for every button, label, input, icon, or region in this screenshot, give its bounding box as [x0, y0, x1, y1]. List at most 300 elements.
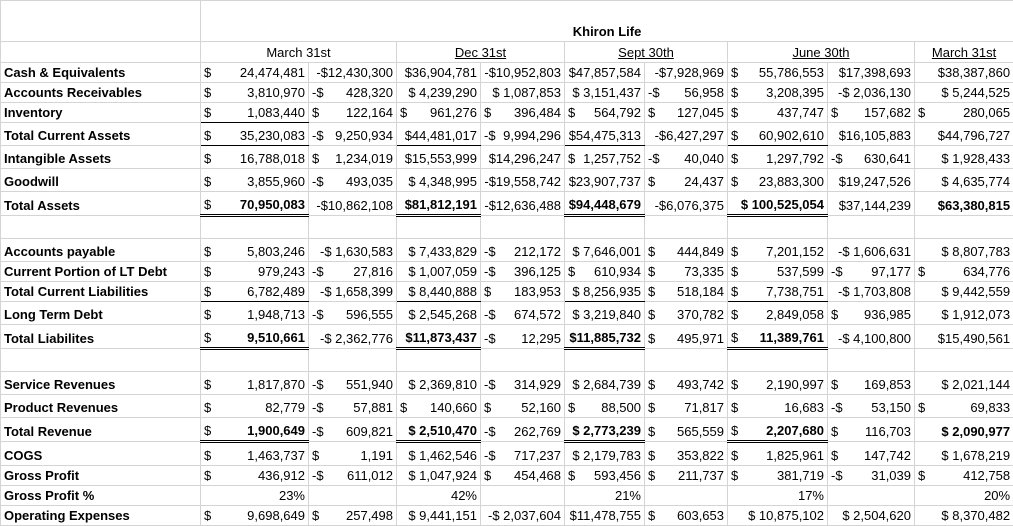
value-cell[interactable]: [309, 169, 397, 192]
value-cell[interactable]: [728, 262, 828, 282]
value-cell[interactable]: [481, 63, 565, 83]
cell-value: 444,849: [677, 244, 724, 259]
row-label[interactable]: Total Current Liabilities: [1, 282, 201, 302]
value-cell[interactable]: [309, 486, 397, 506]
empty-cell[interactable]: [915, 349, 1013, 372]
cell-value: 428,320: [346, 85, 393, 100]
value-cell[interactable]: [915, 146, 1013, 169]
value-cell[interactable]: [397, 169, 481, 192]
value-cell[interactable]: [728, 466, 828, 486]
cell-value: 2,849,058: [766, 307, 824, 322]
value-cell[interactable]: [397, 418, 481, 442]
value-cell[interactable]: [728, 123, 828, 146]
currency-sign: $: [648, 468, 656, 483]
empty-cell[interactable]: [201, 349, 309, 372]
row-label[interactable]: Product Revenues: [1, 395, 201, 418]
currency-sign: $: [648, 448, 656, 463]
table-row: [1, 192, 1013, 216]
value-cell[interactable]: [565, 192, 645, 216]
value-cell[interactable]: [481, 146, 565, 169]
empty-cell[interactable]: [645, 349, 728, 372]
empty-cell[interactable]: [397, 349, 481, 372]
value-cell[interactable]: [201, 192, 309, 216]
value-cell[interactable]: [397, 395, 481, 418]
value-cell[interactable]: [645, 302, 728, 325]
value-cell[interactable]: [201, 486, 309, 506]
value-cell[interactable]: [201, 372, 309, 395]
value-cell[interactable]: [828, 506, 915, 526]
row-label[interactable]: Operating Expenses: [1, 506, 201, 526]
value-cell[interactable]: [565, 123, 645, 146]
value-cell[interactable]: [201, 466, 309, 486]
value-cell[interactable]: [828, 83, 915, 103]
cell-value: 412,758: [963, 468, 1011, 483]
value-cell[interactable]: [728, 418, 828, 442]
value-cell[interactable]: [728, 169, 828, 192]
row-label[interactable]: Gross Profit %: [1, 486, 201, 506]
value-cell[interactable]: [481, 486, 565, 506]
empty-cell[interactable]: [828, 349, 915, 372]
value-cell[interactable]: [915, 442, 1013, 466]
value-cell[interactable]: [645, 506, 728, 526]
cell-value: 20%: [984, 488, 1011, 503]
value-cell[interactable]: [728, 239, 828, 262]
value-cell[interactable]: [201, 282, 309, 302]
cell-value: 23%: [278, 488, 305, 503]
value-cell[interactable]: [397, 239, 481, 262]
value-cell[interactable]: [645, 262, 728, 282]
cell-value: 40,040: [684, 151, 724, 166]
value-cell[interactable]: [828, 302, 915, 325]
value-cell[interactable]: [645, 123, 728, 146]
value-cell[interactable]: [915, 302, 1013, 325]
value-cell[interactable]: [915, 103, 1013, 123]
period-header-sept[interactable]: Sept 30th: [565, 42, 728, 63]
value-cell[interactable]: [201, 418, 309, 442]
empty-cell[interactable]: [565, 349, 645, 372]
currency-sign: $: [731, 307, 739, 322]
value-cell[interactable]: [481, 262, 565, 282]
row-label[interactable]: Accounts payable: [1, 239, 201, 262]
cell-value: 147,742: [864, 448, 911, 463]
value-cell[interactable]: [397, 282, 481, 302]
cell-value: 211,737: [677, 468, 724, 483]
cell-value: 212,172: [514, 244, 561, 259]
empty-cell[interactable]: [201, 216, 309, 239]
row-label[interactable]: Intangible Assets: [1, 146, 201, 169]
value-cell[interactable]: [728, 372, 828, 395]
cell-value: 97,177: [871, 264, 911, 279]
cell-value: $ 8,440,888: [408, 284, 477, 299]
value-cell[interactable]: [645, 282, 728, 302]
value-cell[interactable]: [309, 192, 397, 216]
value-cell[interactable]: [309, 466, 397, 486]
value-cell[interactable]: [728, 146, 828, 169]
value-cell[interactable]: [201, 302, 309, 325]
row-label[interactable]: Long Term Debt: [1, 302, 201, 325]
empty-cell[interactable]: [728, 349, 828, 372]
currency-sign: $: [731, 85, 739, 100]
value-cell[interactable]: [201, 325, 309, 349]
table-row: [1, 486, 1013, 506]
value-cell[interactable]: [828, 146, 915, 169]
value-cell[interactable]: [309, 146, 397, 169]
value-cell[interactable]: [645, 103, 728, 123]
value-cell[interactable]: [309, 395, 397, 418]
cell-value: $ 3,151,437: [572, 85, 641, 100]
value-cell[interactable]: [481, 83, 565, 103]
cell-value: $15,553,999: [404, 151, 477, 166]
value-cell[interactable]: [915, 83, 1013, 103]
value-cell[interactable]: [397, 466, 481, 486]
value-cell[interactable]: [397, 83, 481, 103]
value-cell[interactable]: [915, 418, 1013, 442]
value-cell[interactable]: [201, 83, 309, 103]
period-header-dec[interactable]: Dec 31st: [397, 42, 565, 63]
cell-value: 88,500: [601, 400, 641, 415]
value-cell[interactable]: [309, 418, 397, 442]
currency-sign: $: [831, 105, 839, 120]
cell-value: 24,437: [684, 174, 724, 189]
table-row: [1, 418, 1013, 442]
value-cell[interactable]: [828, 239, 915, 262]
currency-sign: $: [204, 197, 212, 212]
sheet-title[interactable]: Khiron Life: [201, 1, 1013, 42]
value-cell[interactable]: [915, 486, 1013, 506]
value-cell[interactable]: [915, 466, 1013, 486]
cell-value: 551,940: [346, 377, 393, 392]
value-cell[interactable]: [481, 418, 565, 442]
value-cell[interactable]: [828, 63, 915, 83]
row-label[interactable]: Total Revenue: [1, 418, 201, 442]
currency-sign: -$: [484, 448, 496, 463]
value-cell[interactable]: [645, 442, 728, 466]
value-cell[interactable]: [309, 506, 397, 526]
currency-sign: $: [204, 264, 212, 279]
cell-value: 280,065: [963, 105, 1011, 120]
value-cell[interactable]: [481, 123, 565, 146]
value-cell[interactable]: [481, 169, 565, 192]
value-cell[interactable]: [481, 442, 565, 466]
value-cell[interactable]: [565, 395, 645, 418]
empty-cell[interactable]: [565, 216, 645, 239]
value-cell[interactable]: [915, 395, 1013, 418]
value-cell[interactable]: [565, 506, 645, 526]
cell-value: $11,885,732: [569, 330, 641, 345]
currency-sign: $: [918, 468, 926, 483]
cell-value: 437,747: [777, 105, 824, 120]
value-cell[interactable]: [481, 395, 565, 418]
cell-value: $94,448,679: [568, 197, 641, 212]
row-label[interactable]: Total Assets: [1, 192, 201, 216]
row-label[interactable]: Accounts Receivables: [1, 83, 201, 103]
value-cell[interactable]: [397, 372, 481, 395]
empty-cell[interactable]: [1, 216, 201, 239]
cell-value: 603,653: [677, 508, 724, 523]
value-cell[interactable]: [828, 372, 915, 395]
value-cell[interactable]: [645, 63, 728, 83]
currency-sign: -$: [831, 151, 843, 166]
value-cell[interactable]: [397, 262, 481, 282]
currency-sign: $: [204, 508, 212, 523]
empty-cell[interactable]: [397, 216, 481, 239]
cell-value: $47,857,584: [568, 65, 641, 80]
empty-cell[interactable]: [309, 216, 397, 239]
cell-value: -$12,430,300: [316, 65, 393, 80]
value-cell[interactable]: [201, 169, 309, 192]
value-cell[interactable]: [565, 169, 645, 192]
currency-sign: $: [731, 128, 739, 143]
value-cell[interactable]: [645, 486, 728, 506]
empty-cell[interactable]: [481, 216, 565, 239]
value-cell[interactable]: [201, 506, 309, 526]
value-cell[interactable]: [645, 466, 728, 486]
value-cell[interactable]: [645, 83, 728, 103]
value-cell[interactable]: [309, 282, 397, 302]
value-cell[interactable]: [309, 239, 397, 262]
cell-value: 183,953: [514, 284, 561, 299]
table-row: [1, 239, 1013, 262]
cell-value: 7,201,152: [766, 244, 824, 259]
row-label[interactable]: Current Portion of LT Debt: [1, 262, 201, 282]
value-cell[interactable]: [915, 239, 1013, 262]
value-cell[interactable]: [565, 239, 645, 262]
value-cell[interactable]: [915, 506, 1013, 526]
value-cell[interactable]: [828, 442, 915, 466]
value-cell[interactable]: [915, 192, 1013, 216]
cell-value: $ 2,773,239: [572, 423, 641, 438]
cell-value: 353,822: [677, 448, 724, 463]
row-label[interactable]: Gross Profit: [1, 466, 201, 486]
value-cell[interactable]: [728, 395, 828, 418]
value-cell[interactable]: [728, 325, 828, 349]
value-cell[interactable]: [565, 282, 645, 302]
value-cell[interactable]: [645, 146, 728, 169]
value-cell[interactable]: [728, 302, 828, 325]
value-cell[interactable]: [645, 395, 728, 418]
value-cell[interactable]: [565, 83, 645, 103]
cell-value: 3,855,960: [247, 174, 305, 189]
cell-value: 55,786,553: [758, 65, 824, 80]
value-cell[interactable]: [645, 239, 728, 262]
value-cell[interactable]: [828, 486, 915, 506]
value-cell[interactable]: [915, 282, 1013, 302]
value-cell[interactable]: [565, 146, 645, 169]
cell-value: -$ 4,100,800: [837, 331, 911, 346]
row-label[interactable]: Cash & Equivalents: [1, 63, 201, 83]
value-cell[interactable]: [309, 83, 397, 103]
value-cell[interactable]: [309, 262, 397, 282]
value-cell[interactable]: [397, 325, 481, 349]
value-cell[interactable]: [565, 486, 645, 506]
value-cell[interactable]: [728, 103, 828, 123]
value-cell[interactable]: [201, 395, 309, 418]
value-cell[interactable]: [915, 63, 1013, 83]
empty-cell[interactable]: [828, 216, 915, 239]
value-cell[interactable]: [201, 262, 309, 282]
period-header-march-b[interactable]: March 31st: [915, 42, 1013, 63]
period-header-june[interactable]: June 30th: [728, 42, 915, 63]
value-cell[interactable]: [565, 466, 645, 486]
currency-sign: $: [312, 151, 320, 166]
currency-sign: $: [731, 65, 739, 80]
value-cell[interactable]: [201, 103, 309, 123]
value-cell[interactable]: [397, 192, 481, 216]
value-cell[interactable]: [728, 192, 828, 216]
cell-value: $ 7,433,829: [408, 244, 477, 259]
cell-value: 1,234,019: [335, 151, 393, 166]
value-cell[interactable]: [201, 239, 309, 262]
value-cell[interactable]: [645, 372, 728, 395]
value-cell[interactable]: [728, 506, 828, 526]
value-cell[interactable]: [481, 325, 565, 349]
value-cell[interactable]: [828, 418, 915, 442]
value-cell[interactable]: [201, 123, 309, 146]
row-label[interactable]: Inventory: [1, 103, 201, 123]
value-cell[interactable]: [309, 372, 397, 395]
value-cell[interactable]: [309, 123, 397, 146]
value-cell[interactable]: [201, 146, 309, 169]
currency-sign: $: [568, 151, 576, 166]
currency-sign: $: [204, 330, 212, 345]
currency-sign: $: [204, 448, 212, 463]
empty-cell[interactable]: [309, 349, 397, 372]
value-cell[interactable]: [565, 262, 645, 282]
table-row: [1, 395, 1013, 418]
value-cell[interactable]: [828, 192, 915, 216]
value-cell[interactable]: [828, 262, 915, 282]
corner-cell[interactable]: [1, 42, 201, 63]
empty-cell[interactable]: [645, 216, 728, 239]
value-cell[interactable]: [828, 169, 915, 192]
value-cell[interactable]: [201, 442, 309, 466]
empty-cell[interactable]: [481, 349, 565, 372]
value-cell[interactable]: [481, 103, 565, 123]
value-cell[interactable]: [565, 442, 645, 466]
currency-sign: $: [204, 105, 212, 120]
value-cell[interactable]: [565, 63, 645, 83]
value-cell[interactable]: [728, 63, 828, 83]
value-cell[interactable]: [397, 302, 481, 325]
cell-value: 565,559: [677, 424, 724, 439]
value-cell[interactable]: [397, 63, 481, 83]
cell-value: 381,719: [777, 468, 824, 483]
value-cell[interactable]: [915, 169, 1013, 192]
value-cell[interactable]: [397, 103, 481, 123]
value-cell[interactable]: [481, 192, 565, 216]
value-cell[interactable]: [481, 239, 565, 262]
value-cell[interactable]: [728, 282, 828, 302]
value-cell[interactable]: [565, 372, 645, 395]
value-cell[interactable]: [645, 169, 728, 192]
value-cell[interactable]: [828, 123, 915, 146]
value-cell[interactable]: [728, 83, 828, 103]
value-cell[interactable]: [565, 103, 645, 123]
cell-value: 1,257,752: [583, 151, 641, 166]
row-label[interactable]: Goodwill: [1, 169, 201, 192]
cell-value: 169,853: [864, 377, 911, 392]
value-cell[interactable]: [915, 262, 1013, 282]
value-cell[interactable]: [728, 486, 828, 506]
cell-value: $ 2,090,977: [941, 424, 1011, 439]
value-cell[interactable]: [915, 372, 1013, 395]
cell-value: 31,039: [871, 468, 911, 483]
value-cell[interactable]: [645, 418, 728, 442]
currency-sign: $: [484, 284, 492, 299]
row-label[interactable]: COGS: [1, 442, 201, 466]
currency-sign: $: [731, 377, 739, 392]
value-cell[interactable]: [309, 63, 397, 83]
value-cell[interactable]: [201, 63, 309, 83]
value-cell[interactable]: [915, 325, 1013, 349]
value-cell[interactable]: [309, 302, 397, 325]
empty-cell[interactable]: [915, 216, 1013, 239]
cell-value: 53,150: [871, 400, 911, 415]
empty-cell[interactable]: [728, 216, 828, 239]
empty-cell[interactable]: [1, 349, 201, 372]
value-cell[interactable]: [828, 103, 915, 123]
cell-value: $81,812,191: [404, 197, 477, 212]
value-cell[interactable]: [565, 418, 645, 442]
value-cell[interactable]: [828, 466, 915, 486]
value-cell[interactable]: [309, 103, 397, 123]
value-cell[interactable]: [828, 395, 915, 418]
value-cell[interactable]: [728, 442, 828, 466]
value-cell[interactable]: [397, 146, 481, 169]
value-cell[interactable]: [397, 442, 481, 466]
value-cell[interactable]: [397, 123, 481, 146]
currency-sign: -$: [484, 331, 496, 346]
row-label[interactable]: Service Revenues: [1, 372, 201, 395]
value-cell[interactable]: [397, 486, 481, 506]
currency-sign: $: [204, 423, 212, 438]
currency-sign: $: [568, 468, 576, 483]
value-cell[interactable]: [481, 506, 565, 526]
currency-sign: $: [312, 105, 320, 120]
cell-value: 495,971: [677, 331, 724, 346]
value-cell[interactable]: [481, 372, 565, 395]
cell-value: 17%: [797, 488, 824, 503]
value-cell[interactable]: [309, 325, 397, 349]
cell-value: 3,208,395: [766, 85, 824, 100]
row-label[interactable]: Total Current Assets: [1, 123, 201, 146]
value-cell[interactable]: [397, 506, 481, 526]
currency-sign: $: [400, 105, 408, 120]
cell-value: 961,276: [430, 105, 477, 120]
value-cell[interactable]: [645, 325, 728, 349]
value-cell[interactable]: [309, 442, 397, 466]
value-cell[interactable]: [828, 325, 915, 349]
cell-value: 7,738,751: [766, 284, 824, 299]
value-cell[interactable]: [828, 282, 915, 302]
value-cell[interactable]: [481, 282, 565, 302]
cell-value: 2,190,997: [766, 377, 824, 392]
corner-cell[interactable]: [1, 1, 201, 42]
value-cell[interactable]: [481, 466, 565, 486]
currency-sign: $: [484, 400, 492, 415]
value-cell[interactable]: [565, 302, 645, 325]
row-label[interactable]: Total Liabilites: [1, 325, 201, 349]
value-cell[interactable]: [565, 325, 645, 349]
currency-sign: $: [204, 151, 212, 166]
value-cell[interactable]: [481, 302, 565, 325]
period-header-march-a[interactable]: March 31st: [201, 42, 397, 63]
value-cell[interactable]: [645, 192, 728, 216]
table-row: [1, 103, 1013, 123]
cell-value: 493,035: [346, 174, 393, 189]
value-cell[interactable]: [915, 123, 1013, 146]
cell-value: 6,782,489: [247, 284, 305, 299]
